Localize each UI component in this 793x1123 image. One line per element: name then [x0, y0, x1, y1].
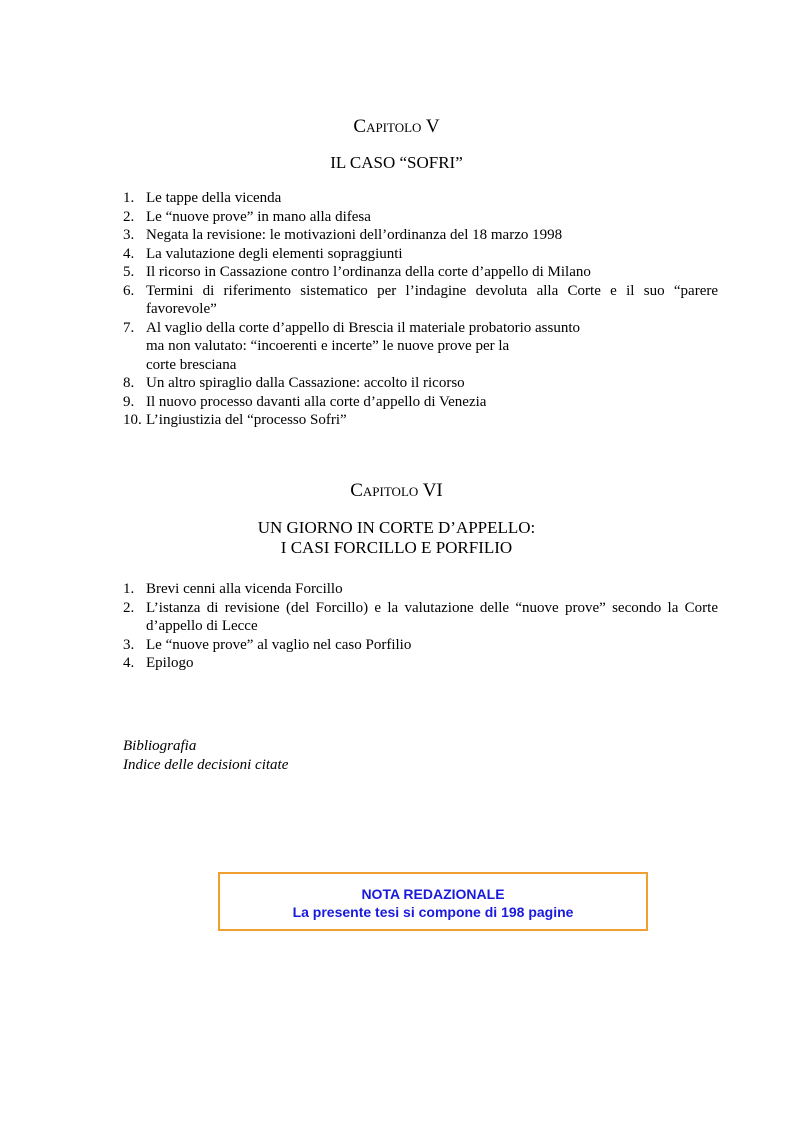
toc-item-text: Le “nuove prove” al vaglio nel caso Porfilio — [146, 636, 412, 653]
chapter-5-number: V — [425, 116, 440, 137]
toc-item-text: Brevi cenni alla vicenda Forcillo — [146, 581, 343, 597]
chapter-6-number: VI — [422, 480, 443, 501]
toc-item-number: 4. — [123, 245, 135, 262]
editorial-note-title: NOTA REDAZIONALE — [361, 886, 505, 902]
toc-item-number: 1. — [123, 190, 135, 206]
toc-item[interactable] — [123, 226, 718, 245]
toc-item-text: Il ricorso in Cassazione contro l’ordinanza della corte d’appello di Milano — [146, 264, 591, 280]
toc-item[interactable] — [123, 374, 718, 393]
chapter-6-heading-line-2: I CASI FORCILLO E PORFILIO — [280, 538, 513, 557]
toc-item[interactable] — [123, 393, 718, 412]
chapter-6-heading-line-1: UN GIORNO IN CORTE D’APPELLO: — [257, 518, 536, 537]
toc-item-number: 3. — [123, 636, 135, 653]
toc-item-number: 1. — [123, 581, 135, 597]
toc-item[interactable] — [123, 654, 718, 673]
chapter-5-title — [0, 116, 793, 138]
toc-item-text-line: ma non valutato: “incoerenti e incerte” le nuove prove per la — [146, 338, 510, 354]
toc-item-text: L’istanza di revisione (del Forcillo) e la valutazione delle “nuove prove” secondo la Corte d’appello di Lecce — [146, 599, 718, 634]
toc-item-number: 8. — [123, 375, 135, 391]
chapter-6-heading — [0, 518, 793, 558]
toc-item-text: Il nuovo processo davanti alla corte d’appello di Venezia — [146, 393, 487, 410]
chapter-5-toc — [123, 189, 718, 430]
back-matter — [123, 737, 288, 775]
toc-item-text-line: corte bresciana — [146, 356, 237, 373]
toc-item-text: Le “nuove prove” in mano alla difesa — [146, 208, 371, 225]
toc-item-number: 6. — [123, 282, 135, 299]
toc-item[interactable] — [123, 319, 718, 375]
toc-item-text — [146, 319, 718, 375]
toc-item-number: 4. — [123, 655, 135, 671]
toc-item-number: 2. — [123, 599, 135, 616]
decisions-index-link[interactable]: Indice delle decisioni citate — [123, 757, 289, 773]
toc-item-number: 3. — [123, 227, 135, 243]
chapter-6-title — [0, 480, 793, 502]
toc-item-text: Epilogo — [146, 655, 194, 671]
toc-item-number: 2. — [123, 208, 135, 225]
toc-item-text: Negata la revisione: le motivazioni dell’ordinanza del 18 marzo 1998 — [146, 227, 563, 243]
toc-item-number: 5. — [123, 264, 135, 280]
toc-item[interactable] — [123, 599, 718, 636]
toc-item-number: 9. — [123, 393, 135, 410]
chapter-6-toc — [123, 580, 718, 673]
toc-item[interactable] — [123, 208, 718, 227]
chapter-6-label: Capitolo — [350, 480, 419, 501]
toc-item-text: La valutazione degli elementi sopraggiunti — [146, 245, 403, 262]
editorial-note-box — [218, 872, 648, 931]
chapter-5-heading: IL CASO “SOFRI” — [330, 153, 463, 172]
toc-item-number: 10. — [123, 412, 142, 428]
toc-item-text-line: Al vaglio della corte d’appello di Brescia il materiale probatorio assunto — [146, 319, 581, 336]
toc-item[interactable] — [123, 282, 718, 319]
toc-item[interactable] — [123, 245, 718, 264]
toc-item-text: Un altro spiraglio dalla Cassazione: accolto il ricorso — [146, 375, 465, 391]
toc-item[interactable] — [123, 263, 718, 282]
toc-item-text: Le tappe della vicenda — [146, 190, 282, 206]
toc-item-text: L’ingiustizia del “processo Sofri” — [146, 412, 347, 428]
toc-item[interactable] — [123, 411, 718, 430]
toc-item-number: 7. — [123, 319, 135, 336]
toc-item[interactable] — [123, 189, 718, 208]
toc-item[interactable] — [123, 580, 718, 599]
editorial-note-body: La presente tesi si compone di 198 pagine — [292, 904, 574, 920]
chapter-5-label: Capitolo — [353, 116, 422, 137]
toc-item[interactable] — [123, 636, 718, 655]
bibliography-link[interactable]: Bibliografia — [123, 738, 197, 754]
toc-item-text: Termini di riferimento sistematico per l’indagine devoluta alla Corte e il suo “parere favorevole” — [146, 282, 718, 317]
